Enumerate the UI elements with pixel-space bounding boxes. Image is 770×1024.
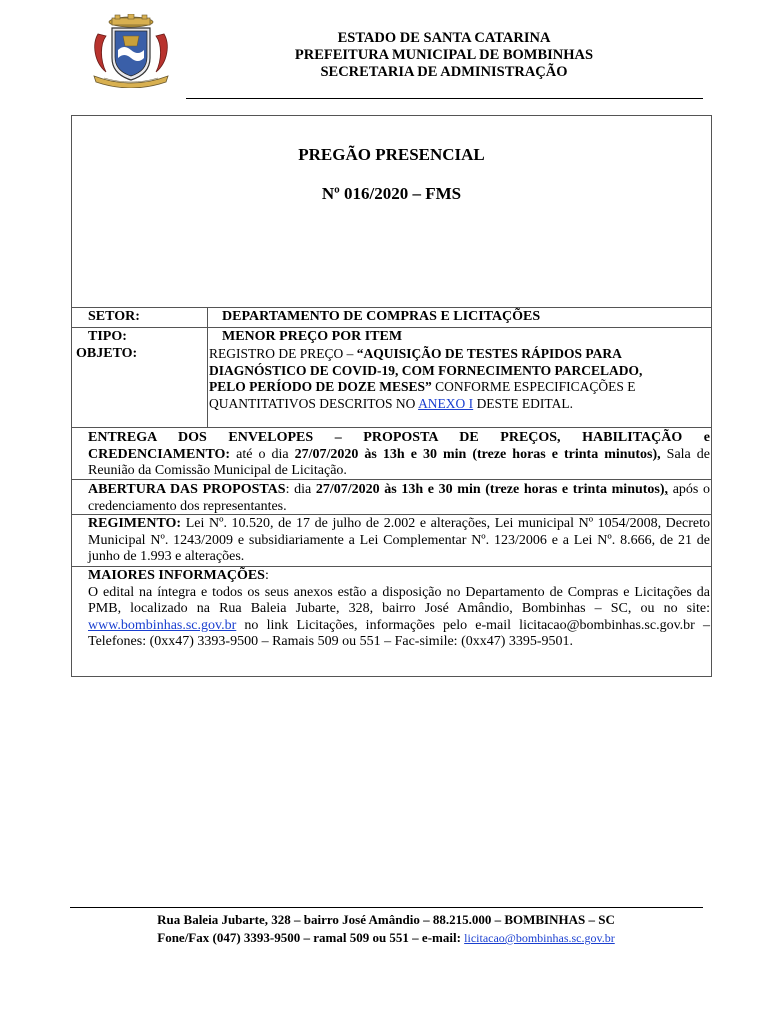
maiores-contact: no link Licitações, informações pelo e-mail licitacao@bombinhas.sc.gov.br – Telefones: (0xx47) 3393-9500 – Ramais 509 ou 551 – Fac-simile: (0xx47) 3395-9501. [88, 617, 710, 649]
maiores-colon: : [264, 568, 269, 583]
tipo-value: MENOR PREÇO POR ITEM [222, 329, 403, 344]
maiores-label: MAIORES INFORMAÇÕES [88, 568, 265, 583]
municipal-coat-of-arms-icon [88, 14, 174, 88]
footer-rule [70, 907, 703, 908]
regimento-section [88, 516, 710, 566]
entrega-label: ENTREGA DOS ENVELOPES – PROPOSTA DE PREÇOS, HABILITAÇÃO e CREDENCIAMENTO: [88, 430, 710, 462]
table-divider [72, 327, 711, 328]
regimento-text: Lei Nº. 10.520, de 17 de julho de 2.002 e alterações, Lei municipal Nº 1054/2008, Decreto Municipal Nº. 1243/2009 e subsidiariamente a Lei Complementar Nº. 123/2006 e a Lei Nº. 8.666, de 21 de junho de 1.993 e alterações. [88, 516, 710, 564]
abertura-section [88, 482, 710, 515]
setor-label: SETOR: [88, 309, 140, 324]
document-header [184, 30, 704, 81]
header-state: ESTADO DE SANTA CATARINA [337, 30, 551, 46]
maiores-informacoes-section [88, 568, 710, 651]
objeto-end: DESTE EDITAL. [473, 395, 573, 411]
entrega-section [88, 430, 710, 480]
footer-address: Rua Baleia Jubarte, 328 – bairro José Amândio – 88.215.000 – BOMBINHAS – SC [157, 912, 615, 927]
website-link[interactable]: www.bombinhas.sc.gov.br [88, 617, 237, 633]
footer [70, 911, 702, 947]
setor-value: DEPARTAMENTO DE COMPRAS E LICITAÇÕES [222, 309, 541, 324]
maiores-text: O edital na íntegra e todos os seus anexos estão a disposição no Departamento de Compras e Licitações da PMB, localizado na Rua Baleia Jubarte, 328, bairro José Amândio, Bombinhas – SC, ou no site: [88, 584, 710, 616]
entrega-date: 27/07/2020 às 13h e 30 min (treze horas e trinta minutos), [294, 446, 661, 462]
footer-phone: Fone/Fax (047) 3393-9500 – ramal 509 ou 551 – e-mail: [157, 930, 465, 945]
abertura-text: : dia [285, 482, 316, 497]
abertura-note: após o credenciamento dos representantes. [88, 482, 710, 514]
tipo-label: TIPO: [88, 329, 127, 344]
footer-email-link[interactable]: licitacao@bombinhas.sc.gov.br [464, 931, 615, 945]
abertura-date: 27/07/2020 às 13h e 30 min (treze horas e trinta minutos) [315, 482, 665, 497]
objeto-suffix: CONFORME ESPECIFICAÇÕES E QUANTITATIVOS DESCRITOS NO [209, 379, 636, 411]
table-divider [72, 307, 711, 308]
header-secretariat: SECRETARIA DE ADMINISTRAÇÃO [320, 64, 568, 80]
abertura-comma: , [664, 482, 669, 497]
footer-contact [70, 929, 702, 947]
entrega-location: Sala de Reunião da Comissão Municipal de Licitação. [88, 446, 711, 478]
table-divider [72, 566, 711, 567]
header-rule [186, 98, 703, 99]
anexo-i-link[interactable]: ANEXO I [418, 395, 474, 411]
objeto-value [209, 346, 679, 412]
entrega-text: até o dia [230, 446, 295, 462]
objeto-prefix: REGISTRO DE PREÇO – [209, 346, 357, 361]
objeto-description: “AQUISIÇÃO DE TESTES RÁPIDOS PARA DIAGNÓSTICO DE COVID-19, COM FORNECIMENTO PARCELADO, PELO PERÍODO DE DOZE MESES” [209, 346, 643, 394]
process-number: Nº 016/2020 – FMS [321, 184, 462, 203]
objeto-label: OBJETO: [76, 346, 138, 361]
table-column-divider [207, 307, 208, 427]
page-title: PREGÃO PRESENCIAL [298, 145, 485, 164]
regimento-label: REGIMENTO: [88, 516, 182, 531]
table-divider [72, 427, 711, 428]
abertura-label: ABERTURA DAS PROPOSTAS [88, 482, 286, 497]
header-prefecture: PREFEITURA MUNICIPAL DE BOMBINHAS [294, 47, 594, 63]
